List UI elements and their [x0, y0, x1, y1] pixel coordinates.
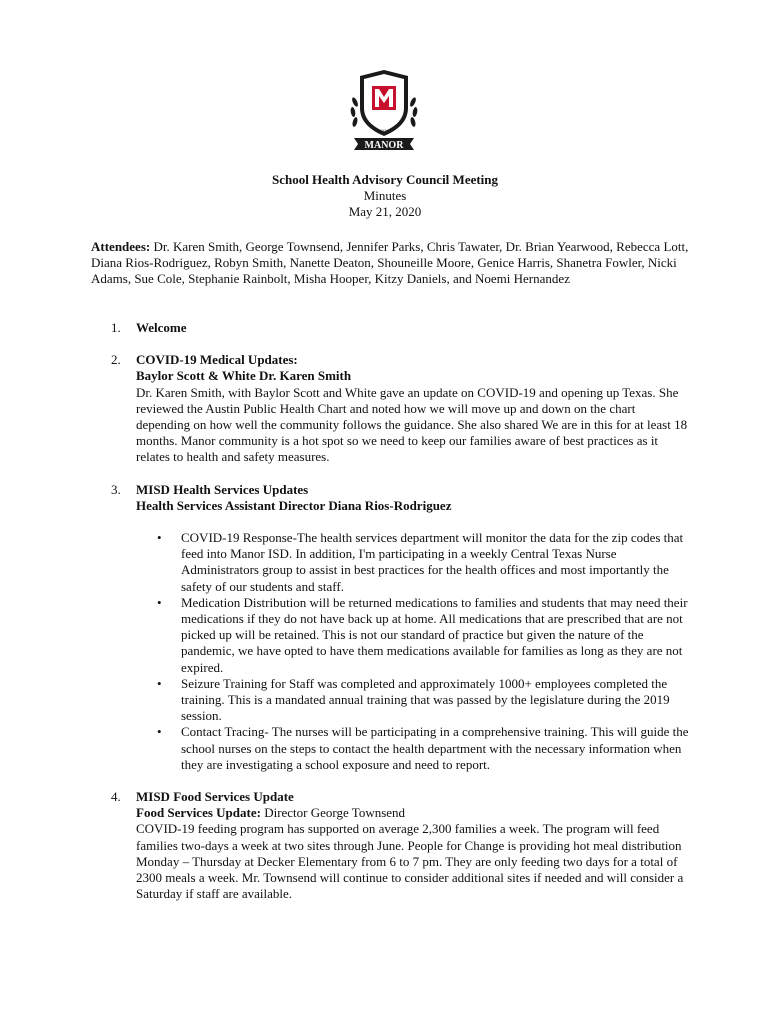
- item-heading: COVID-19 Medical Updates:: [136, 352, 298, 368]
- item-subheading: Baylor Scott & White Dr. Karen Smith: [136, 368, 352, 384]
- item-number: 2.: [111, 352, 121, 368]
- agenda-item-health-services: [91, 482, 691, 514]
- shield-crest-icon: [346, 68, 422, 156]
- item-subheading: Food Services Update: Director George Townsend: [136, 805, 406, 821]
- item-heading: MISD Food Services Update: [136, 789, 294, 805]
- bullet-icon: •: [157, 724, 162, 740]
- item-body: COVID-19 feeding program has supported on average 2,300 families a week. The program will feed families two-days a week at two sites through June. People for Change is providing hot meal distribution Monday – Thursday at Decker Elementary from 6 to 7 pm. They are only feeding two days for a total of 2300 meals a week. Mr. Townsend will continue to consider additional sites if needed and will consider a Saturday if staff are available.: [136, 821, 684, 902]
- health-services-bullet-list: [91, 530, 691, 773]
- bullet-icon: •: [157, 530, 162, 546]
- bullet-item: • Seizure Training for Staff was completed and approximately 1000+ employees completed the training. This is a mandated annual training that was passed by the legislature during the 2019 session.: [157, 675, 670, 724]
- bullet-item: • Medication Distribution will be returned medications to families and students that may need their medications if they do not have back up at home. All medications that are prescribed that are not picked up will be retained. This is not our standard of practice but given the nature of the pandemic, we have opted to have them medications available for families as long as they are not expired.: [157, 594, 688, 675]
- item-number: 1.: [111, 320, 121, 335]
- bullet-icon: •: [157, 675, 162, 691]
- attendees-paragraph: [91, 239, 691, 288]
- svg-text:MANOR: MANOR: [364, 140, 404, 151]
- item-number: 4.: [111, 789, 121, 805]
- agenda-item-covid-medical: [91, 352, 691, 465]
- item-subheading: Health Services Assistant Director Diana Rios-Rodriguez: [136, 497, 452, 513]
- bullet-item: • COVID-19 Response-The health services department will monitor the data for the zip codes that feed into Manor ISD. In addition, I'm participating in a weekly Central Texas Nurse Administrators group to assist in best practices for the health offices and most importantly the safety of our students and staff.: [157, 530, 684, 594]
- bullet-icon: •: [157, 594, 162, 610]
- meeting-title: School Health Advisory Council Meeting: [271, 172, 499, 187]
- document-subtitle: Minutes: [363, 188, 407, 204]
- agenda-item-welcome: [91, 320, 691, 336]
- agenda-item-food-services: [91, 789, 691, 902]
- bullet-item: • Contact Tracing- The nurses will be participating in a comprehensive training. This will guide the school nurses on the steps to contact the health department with the necessary information when they are investigating a school exposure and need to report.: [157, 724, 689, 772]
- attendees-label: Attendees:: [91, 239, 151, 254]
- document-header: [0, 172, 770, 221]
- item-heading: Welcome: [136, 320, 187, 335]
- item-heading: MISD Health Services Updates: [136, 481, 309, 497]
- item-body: Dr. Karen Smith, with Baylor Scott and White gave an update on COVID-19 and opening up Texas. She reviewed the Austin Public Health Chart and noted how we will move up and down on the chart depending on how well the community follows the guidance. She also shared We are in this for at least 18 months. Manor community is a hot spot so we need to keep our families aware of best practices as it relates to health and safety measures.: [136, 384, 688, 465]
- item-number: 3.: [111, 481, 121, 497]
- attendees-names: Dr. Karen Smith, George Townsend, Jennifer Parks, Chris Tawater, Dr. Brian Yearwood, Rebecca Lott, Diana Rios-Rodriguez, Robyn Smith, Nanette Deaton, Shouneille Moore, Genice Harris, Shanetra Fowler, Nicki Adams, Sue Cole, Stephanie Rainbolt, Misha Hooper, Kitzy Daniels, and Noemi Hernandez: [91, 239, 689, 287]
- svg-text:1930: 1930: [379, 130, 389, 135]
- meeting-date: May 21, 2020: [348, 204, 422, 220]
- manor-isd-logo: [346, 68, 422, 156]
- agenda-items: [91, 320, 691, 919]
